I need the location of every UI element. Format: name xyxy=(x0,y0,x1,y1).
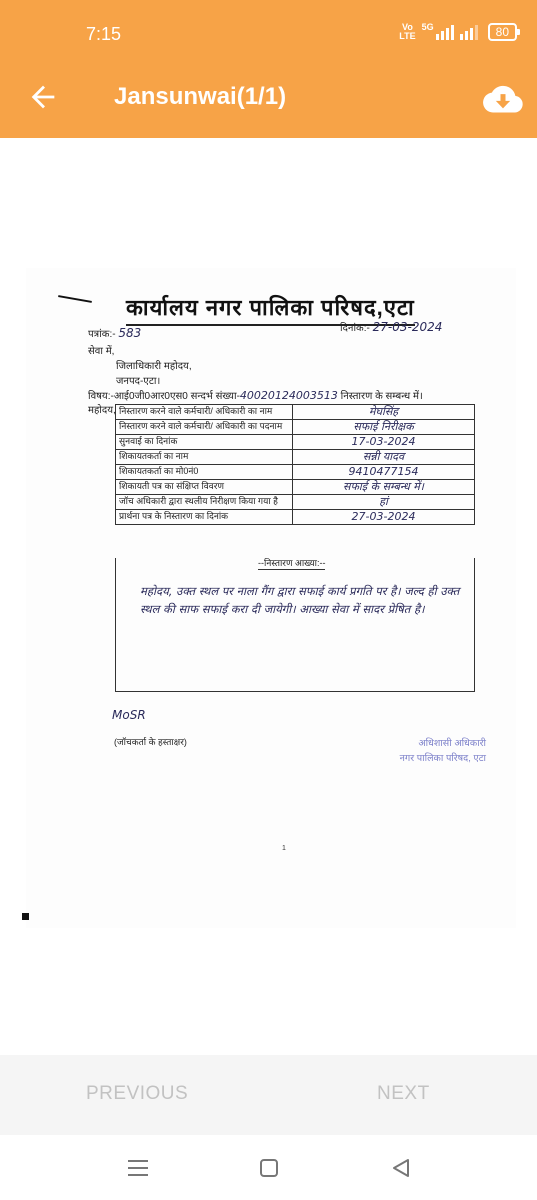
system-back-button[interactable] xyxy=(390,1157,412,1179)
table-row-label: निस्तारण करने वाले कर्मचारी/ अधिकारी का नाम xyxy=(116,405,293,420)
patrank-label: पत्रांक:- xyxy=(88,329,116,340)
home-icon xyxy=(258,1157,280,1179)
table-row-label: निस्तारण करने वाले कर्मचारी/ अधिकारी का पदनाम xyxy=(116,420,293,435)
table-row-value-text: मेघसिंह xyxy=(368,405,399,418)
table-row xyxy=(116,510,475,525)
table-row-value xyxy=(293,510,475,525)
page-title: Jansunwai(1/1) xyxy=(114,83,287,110)
dinank-line xyxy=(340,320,442,334)
table-row-value-text: सफाई निरीक्षक xyxy=(353,420,414,433)
table-row-value xyxy=(293,495,475,510)
table-row-label: शिकायतकर्ता का नाम xyxy=(116,450,293,465)
document-heading: कार्यालय नगर पालिका परिषद,एटा xyxy=(126,292,415,326)
subject-tail: निस्तारण के सम्बन्ध में। xyxy=(340,391,423,402)
district: जनपद-एटा। xyxy=(116,376,161,387)
scan-mark xyxy=(22,913,29,920)
table-row-label: शिकायतकर्ता का मो0नं0 xyxy=(116,465,293,480)
table-row-value xyxy=(293,435,475,450)
remarks-text: महोदय, उक्त स्थल पर नाला गैंग द्वारा सफाई कार्य प्रगति पर है। जल्द ही उक्त स्थल की साफ सफाई करा दी जायेगी। आख्या सेवा में सादर प्रेषित है। xyxy=(140,584,460,616)
patrank-value: 583 xyxy=(118,326,142,340)
remarks-title: --निस्तारण आख्या:-- xyxy=(258,558,326,568)
stamp-line-2: नगर पालिका परिषद, एटा xyxy=(399,753,486,764)
signal-strength-icon xyxy=(436,24,454,40)
back-button[interactable] xyxy=(26,80,60,114)
back-triangle-icon xyxy=(390,1157,412,1179)
table-row-value xyxy=(293,480,475,495)
network-type: 5G xyxy=(421,22,434,32)
table-row-value-text: 17-03-2024 xyxy=(351,435,416,448)
table-row-label: शिकायती पत्र का संक्षिप्त विवरण xyxy=(116,480,293,495)
details-table xyxy=(115,404,475,525)
app-bar xyxy=(0,56,537,138)
table-row-label: सुनवाई का दिनांक xyxy=(116,435,293,450)
reference-number: 40020124003513 xyxy=(239,389,338,402)
table-row-label: प्रार्थना पत्र के निस्तारण का दिनांक xyxy=(116,510,293,525)
table-row xyxy=(116,480,475,495)
table-row xyxy=(116,405,475,420)
table-row xyxy=(116,465,475,480)
dinank-label: दिनांक:- xyxy=(340,323,370,334)
stamp-line-1: अधिशासी अधिकारी xyxy=(418,738,486,749)
status-indicators xyxy=(399,22,517,42)
table-row-label: जॉच अधिकारी द्वारा स्थलीय निरीक्षण किया गया है xyxy=(116,495,293,510)
table-row-value xyxy=(293,465,475,480)
home-button[interactable] xyxy=(258,1157,280,1179)
pen-mark xyxy=(58,295,92,303)
subject-line xyxy=(88,388,423,402)
signal-strength-icon-2 xyxy=(460,24,478,40)
investigator-label: (जॉचकर्ता के हस्ताक्षर) xyxy=(114,737,187,747)
document-viewer[interactable] xyxy=(0,138,537,1055)
remarks-box xyxy=(115,558,475,692)
scanned-document xyxy=(26,268,516,928)
table-row xyxy=(116,420,475,435)
table-row-value-text: 9410477154 xyxy=(348,465,419,478)
table-row-value-text: सन्नी यादव xyxy=(362,450,405,463)
recent-apps-button[interactable] xyxy=(127,1157,149,1179)
table-row xyxy=(116,495,475,510)
table-row-value-text: हां xyxy=(379,495,388,508)
recent-apps-icon xyxy=(127,1157,149,1179)
status-time: 7:15 xyxy=(86,24,122,44)
table-row-value xyxy=(293,405,475,420)
volte-indicator: Vo LTE xyxy=(399,22,416,41)
pager-bar xyxy=(0,1055,537,1135)
salutation: महोदय, xyxy=(88,405,116,416)
system-navigation-bar xyxy=(0,1135,537,1200)
status-bar xyxy=(0,0,537,56)
previous-button[interactable]: PREVIOUS xyxy=(86,1083,189,1104)
table-row-value-text: सफाई के सम्बन्ध में। xyxy=(343,480,424,493)
table-row xyxy=(116,450,475,465)
dinank-value: 27-03-2024 xyxy=(372,320,443,334)
page-number: 1 xyxy=(282,845,286,852)
arrow-back-icon xyxy=(26,80,60,114)
officer-stamp xyxy=(400,736,486,766)
next-button[interactable]: NEXT xyxy=(377,1083,430,1104)
table-row-value-text: 27-03-2024 xyxy=(351,510,416,523)
investigator-signature: MoSR xyxy=(112,708,146,722)
download-button[interactable] xyxy=(483,84,523,116)
table-row-value xyxy=(293,420,475,435)
table-row-value xyxy=(293,450,475,465)
battery-icon: 80 xyxy=(488,23,517,41)
subject-label: विषय:-आई0जी0आर0एस0 सन्दर्भ संख्या- xyxy=(88,391,240,402)
patrank-line xyxy=(88,326,141,340)
table-row xyxy=(116,435,475,450)
addressee: जिलाधिकारी महोदय, xyxy=(116,361,192,372)
seva-mein: सेवा में, xyxy=(88,346,115,357)
cloud-download-icon xyxy=(483,84,523,116)
